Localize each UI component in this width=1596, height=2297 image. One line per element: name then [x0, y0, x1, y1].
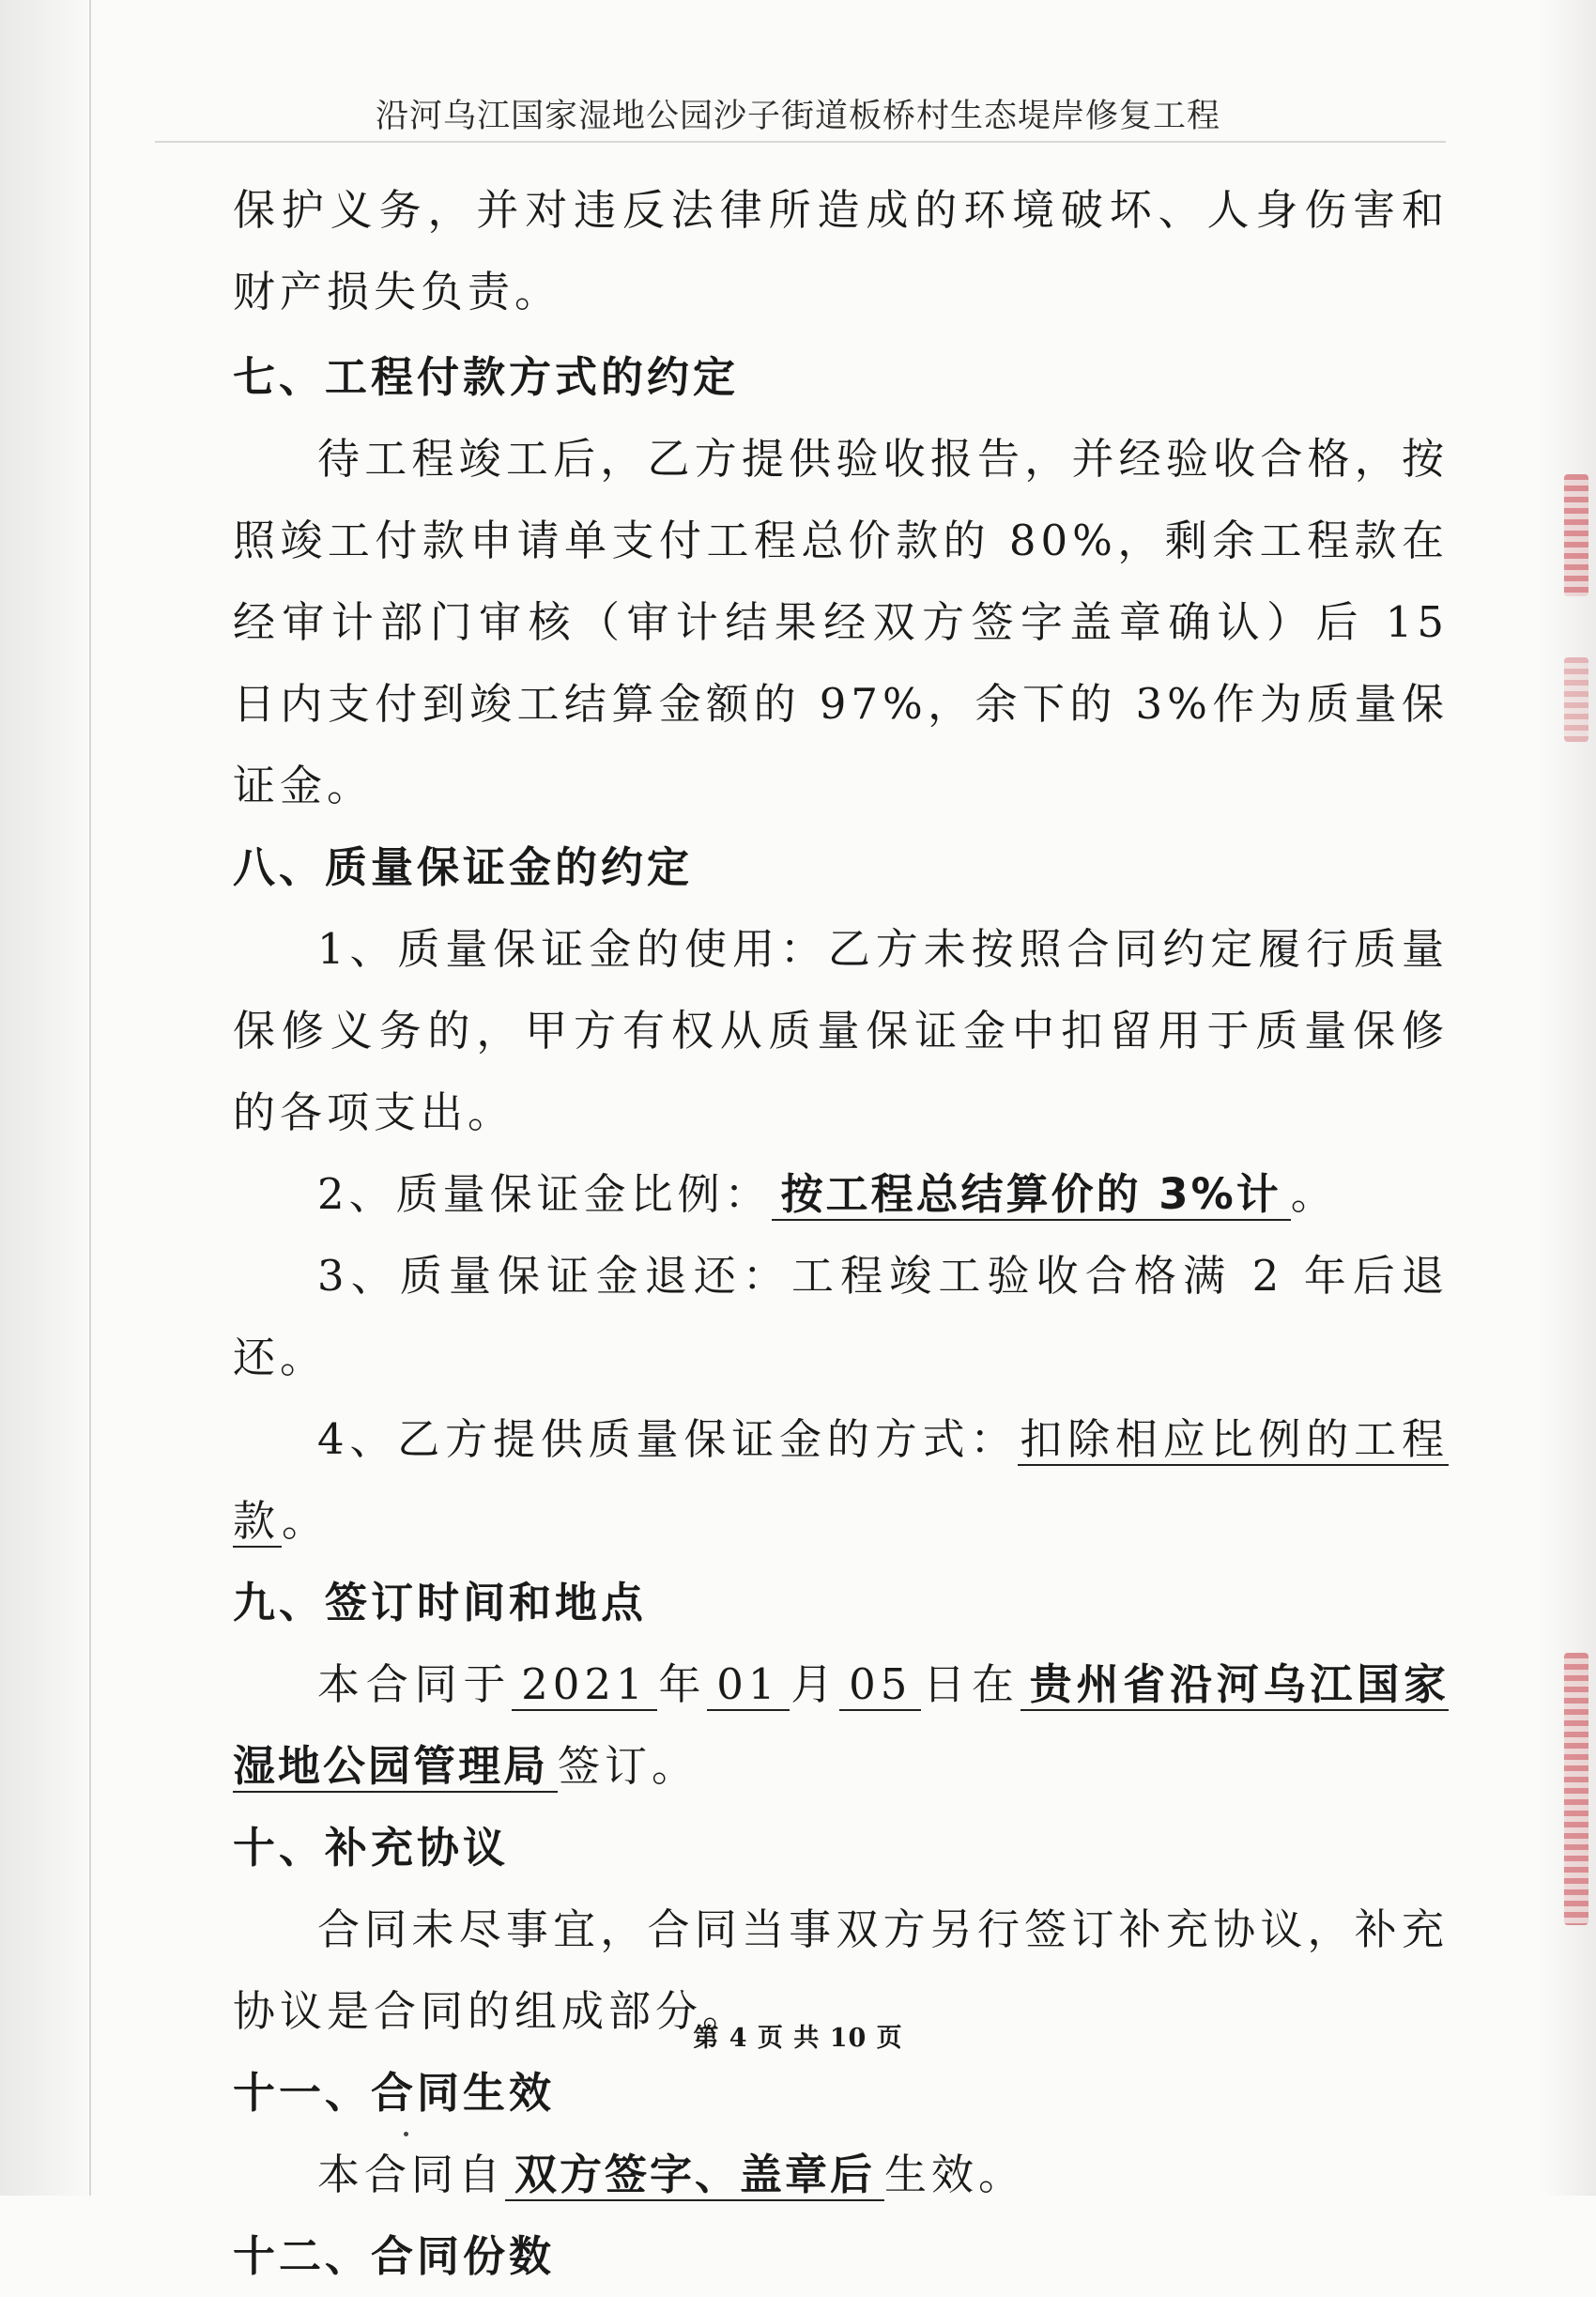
seal-stamp-fragment: [1564, 474, 1588, 596]
day-unit: 日在: [921, 1659, 1021, 1709]
header-divider: [155, 141, 1446, 143]
sign-day-field: 05: [839, 1659, 921, 1711]
document-body: [233, 169, 1449, 2297]
seal-stamp-fragment: [1564, 1653, 1588, 1925]
section-11-heading: 十一、合同生效: [233, 2068, 556, 2118]
item-4-end: 。: [282, 1496, 330, 1546]
scan-shadow-left: [0, 0, 94, 2196]
section-8-item-4: [233, 1398, 1449, 1562]
retention-ratio-field: 按工程总结算价的 3%计: [772, 1169, 1291, 1221]
item-2-end: 。: [1290, 1169, 1338, 1219]
section-8-item-1: 1、质量保证金的使用：乙方未按照合同约定履行质量保修义务的，甲方有权从质量保证金中扣留用于质量保修的各项支出。: [233, 924, 1449, 1137]
effect-prefix: 本合同自: [317, 2150, 506, 2199]
sign-place-field: 贵州省沿河乌江国家湿地公园管理局: [233, 1659, 1449, 1791]
effect-suffix: 生效。: [884, 2150, 1026, 2199]
intro-paragraph: 保护义务，并对违反法律所造成的环境破坏、人身伤害和财产损失负责。: [233, 185, 1449, 316]
section-7-heading: 七、工程付款方式的约定: [233, 352, 740, 402]
document-header: 沿河乌江国家湿地公园沙子街道板桥村生态堤岸修复工程: [375, 98, 1220, 135]
sign-month-field: 01: [707, 1659, 789, 1711]
sign-year-field: 2021: [512, 1659, 657, 1711]
sign-prefix: 本合同于: [317, 1659, 513, 1709]
section-8-item-2: [233, 1153, 1449, 1235]
retention-method-field: 扣除相应比例的工程款: [233, 1414, 1449, 1546]
scan-speck: [404, 2132, 408, 2136]
section-12-heading: 十二、合同份数: [233, 2231, 556, 2281]
section-7-body: 待工程竣工后，乙方提供验收报告，并经验收合格，按照竣工付款申请单支付工程总价款的 80%，剩余工程款在经审计部门审核（审计结果经双方签字盖章确认）后 15 日内支付到竣工结算金额的 97%，余下的 3%作为质量保证金。: [233, 434, 1449, 810]
item-2-label: 2、质量保证金比例：: [317, 1169, 772, 1219]
month-unit: 月: [789, 1659, 840, 1709]
section-10-body: 合同未尽事宜，合同当事双方另行签订补充协议，补充协议是合同的组成部分。: [233, 1904, 1449, 2036]
sign-suffix: 签订。: [558, 1741, 699, 1791]
section-9-body: [233, 1643, 1449, 1807]
year-unit: 年: [656, 1659, 708, 1709]
section-9-heading: 九、签订时间和地点: [233, 1578, 648, 1627]
section-10-heading: 十、补充协议: [233, 1823, 510, 1873]
seal-stamp-fragment: [1564, 657, 1588, 742]
effect-condition-field: 双方签字、盖章后: [505, 2150, 884, 2201]
item-4-label: 4、乙方提供质量保证金的方式：: [317, 1414, 1019, 1464]
section-8-heading: 八、质量保证金的约定: [233, 842, 694, 892]
section-8-item-3: 3、质量保证金退还：工程竣工验收合格满 2 年后退还。: [233, 1251, 1449, 1382]
section-11-body: [233, 2134, 1449, 2215]
page-number: 第 4 页 共 10 页: [693, 2024, 903, 2053]
